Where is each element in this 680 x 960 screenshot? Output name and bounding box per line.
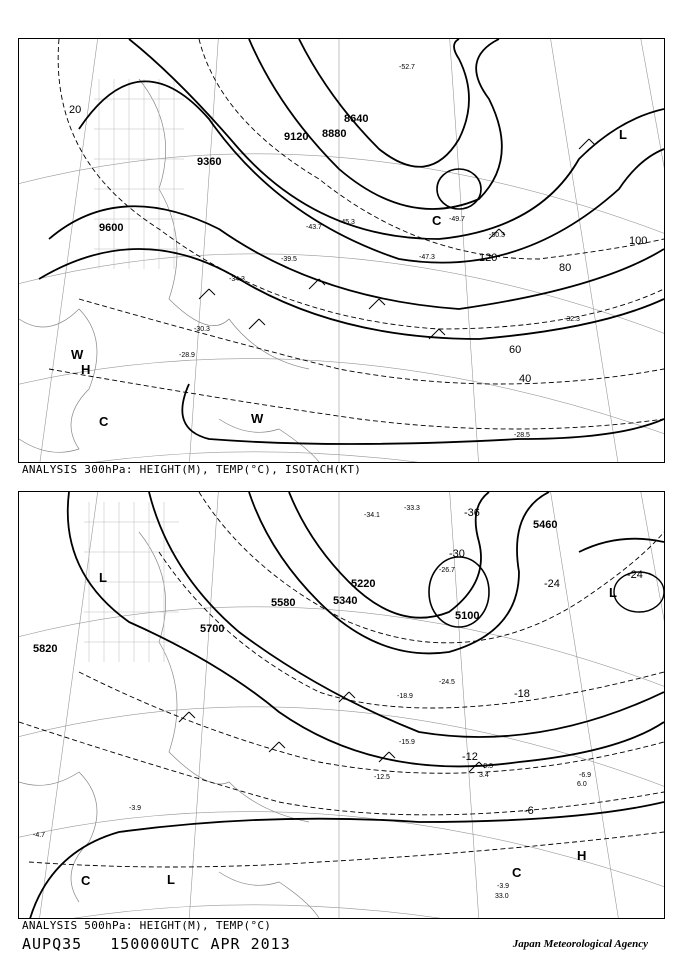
temperature-label: -49.7 xyxy=(449,216,465,223)
station-value: -12.5 xyxy=(374,774,390,781)
isotach-lines xyxy=(49,39,664,429)
height-label: 5820 xyxy=(33,643,58,655)
low-center-symbol: L xyxy=(609,585,617,600)
station-value-group xyxy=(33,505,591,900)
isotach-label: 80 xyxy=(559,262,572,274)
isotherm-label: -6 xyxy=(524,805,534,817)
pressure-center-group xyxy=(81,570,617,888)
isotherm-lines xyxy=(19,492,664,867)
isotach-label-group xyxy=(69,104,647,385)
temperature-label: -30.3 xyxy=(194,326,210,333)
isotach-label: 60 xyxy=(509,344,522,356)
isotherm-label: -24 xyxy=(627,569,643,581)
height-label: 5580 xyxy=(271,597,296,609)
chart-identifier xyxy=(22,935,319,953)
isotherm-label: -30 xyxy=(449,548,465,560)
low-center-symbol: L xyxy=(167,872,175,887)
isotherm-label: -36 xyxy=(464,507,480,519)
pressure-center-group xyxy=(71,127,627,429)
height-label: 5220 xyxy=(351,578,376,590)
station-value: -3.9 xyxy=(129,805,142,812)
wind-barbs xyxy=(179,692,485,772)
station-value: 33.0 xyxy=(495,893,509,900)
station-value: -18.9 xyxy=(397,693,413,700)
station-value: -15.9 xyxy=(399,739,415,746)
map-500hpa-svg xyxy=(19,492,664,918)
height-contours xyxy=(29,492,664,918)
graticule xyxy=(19,492,664,918)
isotherm-label: -24 xyxy=(544,578,560,590)
cold-center-symbol: C xyxy=(81,873,91,888)
height-label: 5340 xyxy=(333,595,358,607)
agency-credit: Japan Meteorological Agency xyxy=(512,938,648,950)
caption-300hpa: ANALYSIS 300hPa: HEIGHT(M), TEMP(°C), ISOTACH(KT) xyxy=(22,463,362,476)
temperature-label: -28.9 xyxy=(179,352,195,359)
cold-center-symbol: C xyxy=(99,414,109,429)
height-label: 9600 xyxy=(99,222,124,234)
station-value: -6.9 xyxy=(579,772,592,779)
temperature-label: -43.7 xyxy=(306,224,322,231)
hatched-region xyxy=(94,79,184,269)
cold-center-symbol: C xyxy=(512,865,522,880)
station-value: -26.7 xyxy=(439,567,455,574)
temperature-label: -28.5 xyxy=(514,432,530,439)
station-value: -33.3 xyxy=(404,505,420,512)
station-value: -24.5 xyxy=(439,679,455,686)
caption-500hpa: ANALYSIS 500hPa: HEIGHT(M), TEMP(°C) xyxy=(22,919,272,932)
height-label: 5700 xyxy=(200,623,225,635)
station-value: -34.1 xyxy=(364,512,380,519)
temperature-label: -39.5 xyxy=(281,256,297,263)
isotherm-label: -12 xyxy=(462,751,478,763)
isotach-label: 100 xyxy=(629,235,648,247)
isotach-label: 40 xyxy=(519,373,532,385)
temperature-label: -32.3 xyxy=(564,316,580,323)
height-label: 5460 xyxy=(533,519,558,531)
high-center-symbol: H xyxy=(81,362,91,377)
map-300hpa-svg xyxy=(19,39,664,462)
station-value: -3.9 xyxy=(497,883,510,890)
isotach-label: 20 xyxy=(69,104,82,116)
warm-center-symbol: W xyxy=(251,411,264,426)
isotherm-label: -18 xyxy=(514,688,530,700)
station-value: -4.7 xyxy=(33,832,46,839)
analysis-500hpa-map xyxy=(18,491,665,919)
isotherm-label-group xyxy=(449,507,643,817)
station-value: 6.0 xyxy=(577,781,587,788)
isotach-label: 120 xyxy=(479,252,498,264)
analysis-300hpa-map xyxy=(18,38,665,463)
high-center-symbol: H xyxy=(577,848,587,863)
warm-center-symbol: W xyxy=(71,347,84,362)
height-label: 5100 xyxy=(455,610,480,622)
station-value: 3.4 xyxy=(479,772,489,779)
coastline xyxy=(19,79,319,462)
low-center-symbol: L xyxy=(99,570,107,585)
height-label: 9360 xyxy=(197,156,222,168)
station-value: -9.5 xyxy=(481,763,494,770)
valid-time: 150000UTC APR 2013 xyxy=(110,935,291,953)
temperature-label: -47.3 xyxy=(419,254,435,261)
temperature-label: -52.7 xyxy=(399,64,415,71)
cold-center-symbol: C xyxy=(432,213,442,228)
low-center-symbol: L xyxy=(619,127,627,142)
coastline xyxy=(19,532,319,918)
height-label: 8880 xyxy=(322,128,347,140)
height-label: 9120 xyxy=(284,131,309,143)
height-label: 8640 xyxy=(344,113,369,125)
temperature-label: -45.3 xyxy=(339,219,355,226)
temperature-label: -50.3 xyxy=(489,232,505,239)
chart-id: AUPQ35 xyxy=(22,935,83,953)
temperature-label: -34.3 xyxy=(229,276,245,283)
